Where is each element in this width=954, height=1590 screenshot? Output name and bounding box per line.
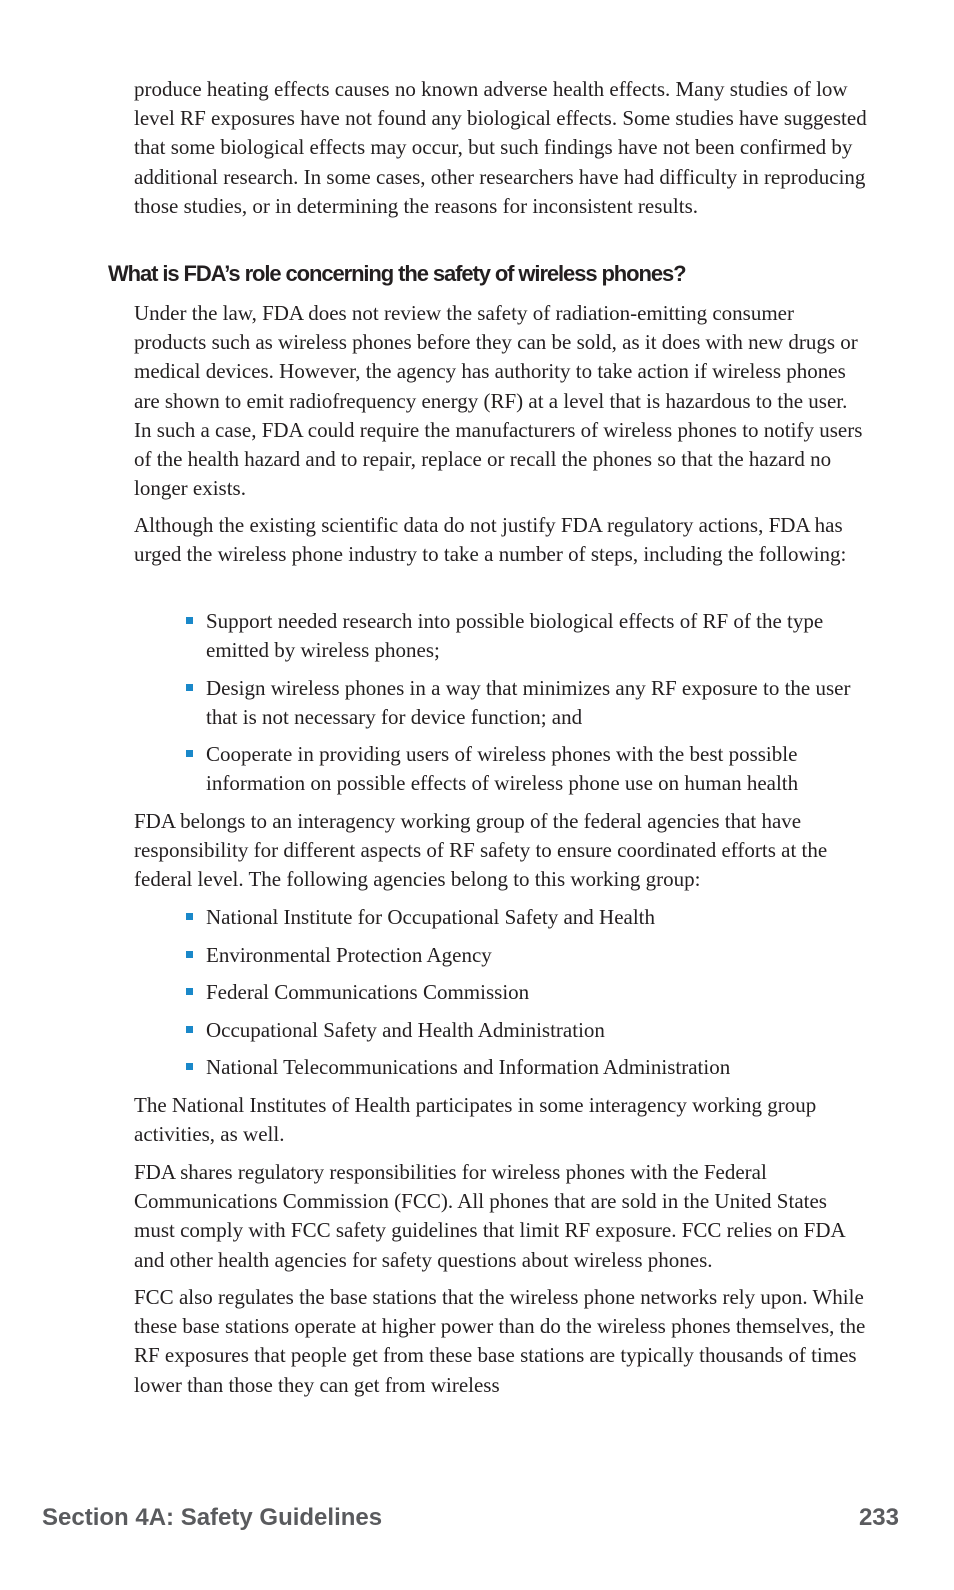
list-item-agency xyxy=(206,1016,866,1045)
square-bullet-icon xyxy=(186,684,193,691)
square-bullet-icon xyxy=(186,617,193,624)
list-item-agency xyxy=(206,978,866,1007)
list-item-agency xyxy=(206,941,866,970)
list-item-agency xyxy=(206,903,866,932)
section-heading: What is FDA’s role concerning the safety of wireless phones? xyxy=(108,261,686,286)
list-item-text: Cooperate in providing users of wireless phones with the best possible information on possible effects of wireless phone use on human health xyxy=(206,742,799,796)
list-item-agency xyxy=(206,1053,866,1082)
square-bullet-icon xyxy=(186,988,193,995)
paragraph-base-stations: FCC also regulates the base stations that the wireless phone networks rely upon. While these base stations operate at higher power than do the wireless phones themselves, the RF exposures that people get from these base stations are typically thousands of times lower than those they can get from wireless xyxy=(134,1285,866,1397)
square-bullet-icon xyxy=(186,913,193,920)
list-item-text: Support needed research into possible biological effects of RF of the type emitted by wireless phones; xyxy=(206,609,824,663)
square-bullet-icon xyxy=(186,750,193,757)
footer-section-title: Section 4A: Safety Guidelines xyxy=(42,1504,383,1531)
list-item-text: Design wireless phones in a way that minimizes any RF exposure to the user that is not necessary for device function; and xyxy=(206,676,851,730)
square-bullet-icon xyxy=(186,1026,193,1033)
paragraph-nih: The National Institutes of Health participates in some interagency working group activities, as well. xyxy=(134,1093,817,1147)
list-item-text: Federal Communications Commission xyxy=(206,980,530,1004)
paragraph-fcc-shared: FDA shares regulatory responsibilities for wireless phones with the Federal Communications Commission (FCC). All phones that are sold in the United States must comply with FCC safety guidelines that limit RF exposure. FCC relies on FDA and other health agencies for safety questions about wireless phones. xyxy=(134,1160,845,1272)
paragraph-fda-urged: Although the existing scientific data do not justify FDA regulatory actions, FDA has urged the wireless phone industry to take a number of steps, including the following: xyxy=(134,513,847,567)
list-item-text: National Telecommunications and Information Administration xyxy=(206,1055,731,1079)
square-bullet-icon xyxy=(186,1063,193,1070)
list-item-text: Occupational Safety and Health Administration xyxy=(206,1018,605,1042)
list-item-text: Environmental Protection Agency xyxy=(206,943,492,967)
paragraph-fda-law: Under the law, FDA does not review the safety of radiation-emitting consumer products such as wireless phones before they can be sold, as it does with new drugs or medical devices. However, the agency has authority to take action if wireless phones are shown to emit radiofrequency energy (RF) at a level that is hazardous to the user. In such a case, FDA could require the manufacturers of wireless phones to notify users of the health hazard and to repair, replace or recall the phones so that the hazard no longer exists. xyxy=(134,301,863,501)
list-item-step xyxy=(206,607,866,665)
paragraph-rf-studies: produce heating effects causes no known adverse health effects. Many studies of low level RF exposures have not found any biological effects. Some studies have suggested that some biological effects may occur, but such findings have not been confirmed by additional research. In some cases, other researchers have had difficulty in reproducing those studies, or in determining the reasons for inconsistent results. xyxy=(134,77,867,218)
paragraph-working-group: FDA belongs to an interagency working group of the federal agencies that have responsibility for different aspects of RF safety to ensure coordinated efforts at the federal level. The following agencies belong to this working group: xyxy=(134,809,828,892)
list-item-step xyxy=(206,740,866,798)
list-item-text: National Institute for Occupational Safety and Health xyxy=(206,905,656,929)
footer-page-number: 233 xyxy=(858,1504,899,1531)
list-item-step xyxy=(206,674,866,732)
square-bullet-icon xyxy=(186,951,193,958)
